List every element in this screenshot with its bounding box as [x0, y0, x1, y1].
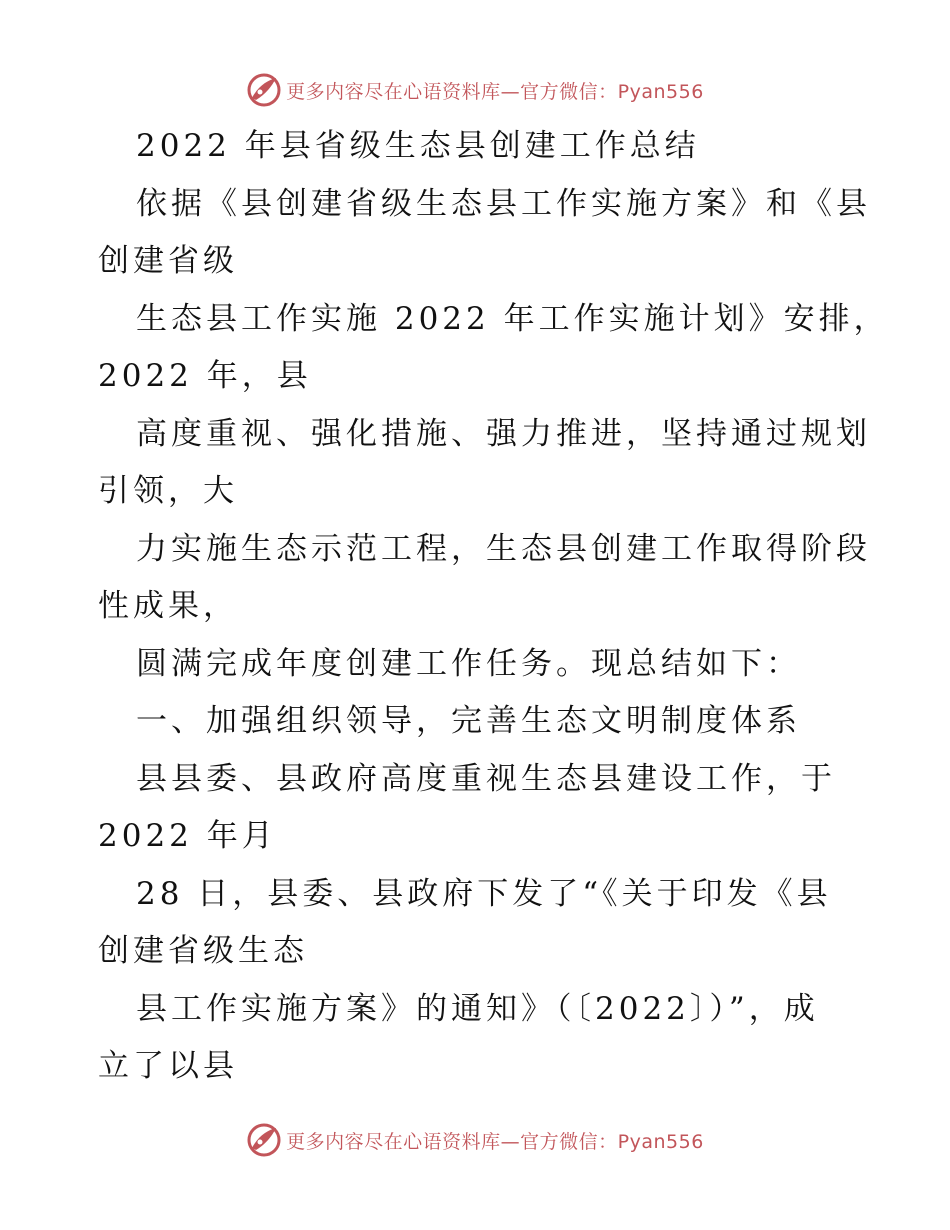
text-line: 创建省级生态 [98, 933, 308, 969]
pen-logo-icon [246, 72, 282, 108]
watermark-text: 更多内容尽在心语资料库—官方微信：Pyan556 [286, 80, 704, 103]
text-line: 生态县工作实施 2022 年工作实施计划》安排， [136, 300, 889, 337]
text-line: 2022 年月 [98, 818, 277, 854]
watermark-text: 更多内容尽在心语资料库—官方微信：Pyan556 [286, 1130, 704, 1153]
footer-watermark [0, 1120, 950, 1160]
document-title: 2022 年县省级生态县创建工作总结 [136, 128, 700, 164]
section-heading: 一、加强组织领导，完善生态文明制度体系 [136, 703, 801, 739]
text-line: 力实施生态示范工程，生态县创建工作取得阶段 [136, 530, 871, 567]
text-line: 性成果， [98, 588, 238, 624]
text-line: 县县委、县政府高度重视生态县建设工作，于 [136, 760, 836, 797]
text-line: 创建省级 [98, 243, 238, 279]
text-line: 引领，大 [98, 473, 238, 509]
pen-logo-icon [246, 1122, 282, 1158]
text-line: 立了以县 [98, 1048, 238, 1084]
text-line: 2022 年，县 [98, 358, 312, 394]
text-line: 县工作实施方案》的通知》（〔2022〕）”，成 [136, 990, 819, 1027]
text-line: 高度重视、强化措施、强力推进，坚持通过规划 [136, 415, 871, 452]
text-line: 依据《县创建省级生态县工作实施方案》和《县 [136, 185, 871, 222]
document-body [98, 118, 889, 1096]
text-line: 28 日，县委、县政府下发了“《关于印发《县 [136, 875, 832, 912]
text-line: 圆满完成年度创建工作任务。现总结如下： [136, 645, 801, 682]
header-watermark [0, 70, 950, 110]
